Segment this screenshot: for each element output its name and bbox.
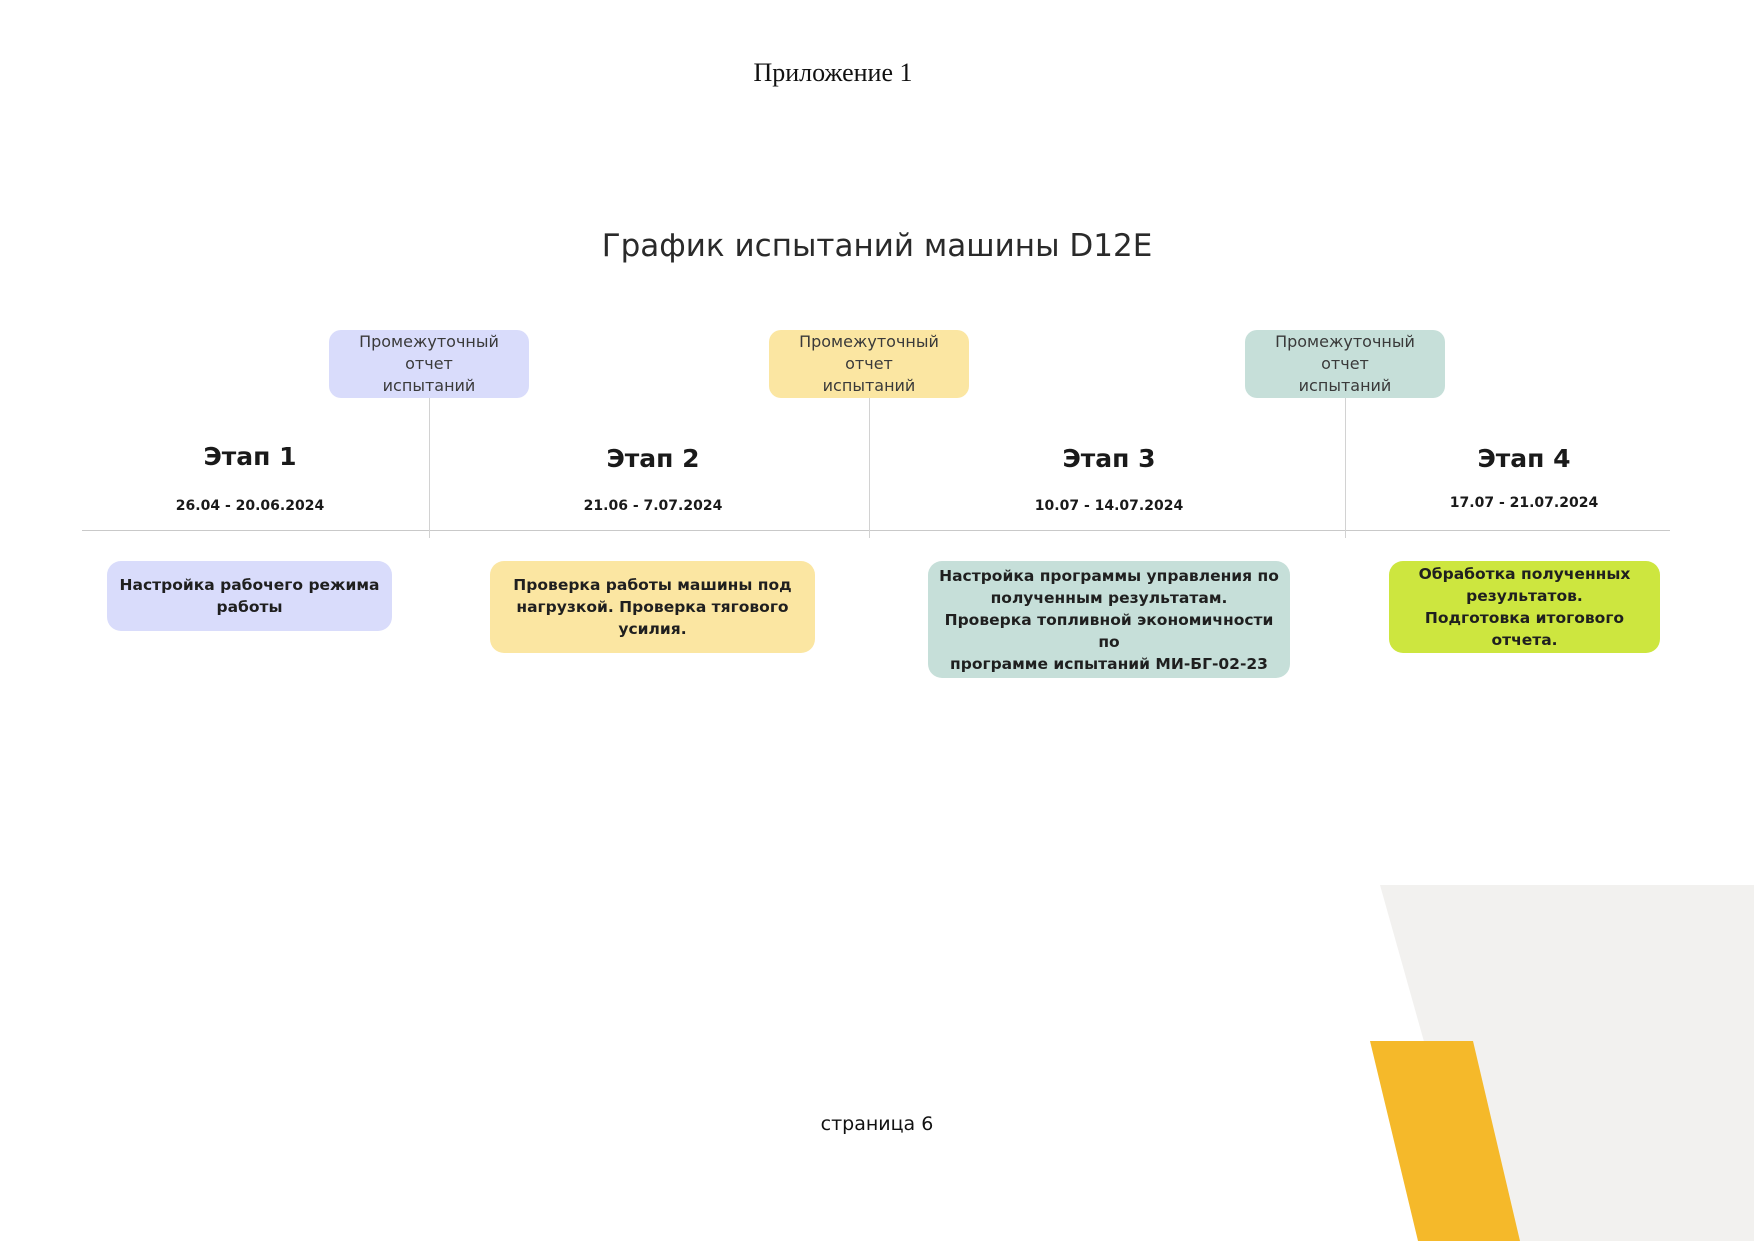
stage-1-task (107, 561, 392, 631)
task-line: Настройка рабочего режима (119, 576, 380, 594)
appendix-label: Приложение 1 (753, 58, 913, 87)
report-connector-3 (1345, 398, 1346, 538)
chart-title: График испытаний машины D12E (601, 228, 1153, 264)
report-connector-2 (869, 398, 870, 538)
report-line: испытаний (1298, 376, 1392, 395)
task-line: Проверка топливной экономичности по (944, 610, 1274, 651)
stage-4-dates: 17.07 - 21.07.2024 (1449, 495, 1599, 511)
stage-1-name: Этап 1 (203, 442, 297, 471)
task-line: усилия. (618, 620, 687, 638)
task-line: результатов. (1466, 587, 1583, 605)
stage-2-name: Этап 2 (606, 444, 700, 473)
interim-report-2 (769, 330, 969, 398)
report-line: Промежуточный отчет (799, 332, 939, 373)
corner-decoration (1370, 880, 1754, 1241)
task-line: работы (216, 598, 283, 616)
task-line: Обработка полученных (1418, 565, 1631, 583)
task-line: программе испытаний МИ-БГ-02-23 (950, 654, 1268, 673)
timeline-axis (82, 530, 1670, 531)
interim-report-3 (1245, 330, 1445, 398)
interim-report-1 (329, 330, 529, 398)
report-connector-1 (429, 398, 430, 538)
task-line: полученным результатам. (990, 588, 1228, 607)
report-line: Промежуточный отчет (1275, 332, 1415, 373)
stage-3-task (928, 561, 1290, 678)
stage-2-dates: 21.06 - 7.07.2024 (583, 498, 723, 514)
stage-3-name: Этап 3 (1062, 444, 1156, 473)
stage-4-name: Этап 4 (1477, 444, 1571, 473)
report-line: испытаний (382, 376, 476, 395)
task-line: нагрузкой. Проверка тягового (516, 598, 789, 616)
task-line: Подготовка итогового отчета. (1424, 609, 1625, 649)
report-line: испытаний (822, 376, 916, 395)
report-line: Промежуточный отчет (359, 332, 499, 373)
stage-3-dates: 10.07 - 14.07.2024 (1034, 498, 1184, 514)
page-number: страница 6 (820, 1113, 934, 1135)
task-line: Проверка работы машины под (513, 576, 792, 594)
stage-4-task (1389, 561, 1660, 653)
stage-1-dates: 26.04 - 20.06.2024 (175, 498, 325, 514)
stage-2-task (490, 561, 815, 653)
task-line: Настройка программы управления по (939, 566, 1279, 585)
